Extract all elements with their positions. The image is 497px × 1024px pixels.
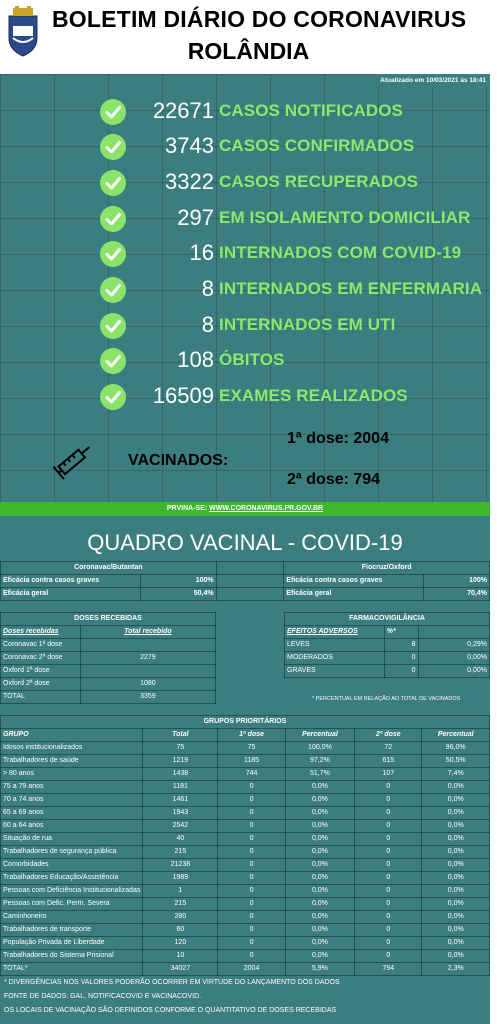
- group-cell: 96,0%: [422, 742, 490, 755]
- table-row: [1, 755, 490, 768]
- check-icon: [100, 134, 126, 160]
- group-cell: Trabalhadores de transporte: [1, 924, 143, 937]
- group-cell: 0,0%: [285, 872, 354, 885]
- table-row: [1, 794, 490, 807]
- group-cell: 70 a 74 anos: [1, 794, 143, 807]
- doses-total-col-header: Total recebido: [80, 626, 215, 639]
- adverse-effects-col: EFEITOS ADVERSOS: [285, 626, 385, 639]
- effect-percent: 0,00%: [418, 652, 490, 665]
- stat-value: 22671: [152, 98, 214, 123]
- table-row: [1, 859, 490, 872]
- dose-type: Oxford 2ª dose: [1, 678, 81, 691]
- dose-row: [1, 665, 216, 678]
- first-dose-count: 1ª dose: 2004: [287, 430, 389, 447]
- group-cell: População Privada de Liberdade: [1, 937, 143, 950]
- stat-row: [0, 130, 490, 166]
- dose-row: [1, 652, 216, 665]
- group-cell: 0,0%: [422, 937, 490, 950]
- stat-label: ÓBITOS: [219, 350, 285, 369]
- oxford-header: Fiocruz/Oxford: [284, 562, 490, 575]
- oxford-severe-label: Eficácia contra casos graves: [284, 575, 424, 588]
- group-cell: 0,0%: [285, 950, 354, 963]
- group-cell: 7,4%: [422, 768, 490, 781]
- locations-note: OS LOCAIS DE VACINAÇÃO SÃO DEFINIDOS CONFORME O QUANTITATIVO DE DOSES RECEBIDAS: [4, 1007, 337, 1014]
- group-cell: 0: [218, 781, 285, 794]
- adverse-effect-row: [285, 652, 490, 665]
- group-cell: 615: [355, 755, 422, 768]
- stat-label: EM ISOLAMENTO DOMICILIAR: [219, 208, 471, 227]
- group-cell: Caminhoneiro: [1, 911, 143, 924]
- stat-row: [0, 237, 490, 273]
- dose-row: [1, 639, 216, 652]
- effect-count: 0: [384, 665, 418, 678]
- pharmaco-header: FARMACOVIGILÂNCIA: [285, 613, 490, 626]
- group-cell: 0,0%: [422, 820, 490, 833]
- effect-count: 0: [384, 652, 418, 665]
- group-cell: 0,0%: [422, 950, 490, 963]
- dose-row: [1, 678, 216, 691]
- group-cell: 50,5%: [422, 755, 490, 768]
- doses-table: [0, 612, 216, 704]
- prvina-link[interactable]: WWW.CORONAVIRUS.PR.GOV.BR: [209, 505, 324, 512]
- stat-value: 108: [177, 347, 214, 372]
- group-cell: 0: [355, 950, 422, 963]
- stat-row: [0, 273, 490, 309]
- effect-type: LEVES: [285, 639, 385, 652]
- dose-total: 1080: [80, 678, 215, 691]
- dose-total: [80, 639, 215, 652]
- group-cell: 0,0%: [285, 898, 354, 911]
- coronavac-header: Coronavac/Butantan: [1, 562, 217, 575]
- stat-label: INTERNADOS EM UTI: [219, 315, 396, 334]
- stat-label: CASOS NOTIFICADOS: [219, 101, 403, 120]
- group-cell: 0: [218, 950, 285, 963]
- stat-label: INTERNADOS COM COVID-19: [219, 243, 462, 262]
- table-row: [1, 924, 490, 937]
- stat-label: INTERNADOS EM ENFERMARIA: [219, 279, 483, 298]
- group-cell: 0: [355, 833, 422, 846]
- stat-value: 8: [201, 312, 214, 337]
- table-row: [1, 781, 490, 794]
- group-cell: 97,2%: [285, 755, 354, 768]
- group-cell: 100,0%: [285, 742, 354, 755]
- stat-value: 297: [177, 205, 214, 230]
- group-cell: 0,0%: [285, 833, 354, 846]
- check-icon: [100, 313, 126, 339]
- stat-row: [0, 202, 490, 238]
- groups-column-row: [1, 729, 490, 742]
- group-cell: 51,7%: [285, 768, 354, 781]
- dose-row: [1, 691, 216, 704]
- group-cell: 1185: [218, 755, 285, 768]
- group-cell: 0: [355, 872, 422, 885]
- group-cell: 0,0%: [422, 833, 490, 846]
- group-cell: Pessoas com Deficiência Institucionalizadas: [1, 885, 143, 898]
- group-cell: Idosos institucionalizados: [1, 742, 143, 755]
- oxford-general-value: 70,4%: [424, 588, 490, 601]
- group-cell: 75 a 79 anos: [1, 781, 143, 794]
- percent-footnote: * PERCENTUAL EM RELAÇÃO AO TOTAL DE VACINADOS: [312, 696, 461, 702]
- group-cell: 72: [355, 742, 422, 755]
- updated-timestamp: Atualizado em 10/03/2021 às 18:41: [376, 74, 490, 87]
- group-cell: 1438: [143, 768, 218, 781]
- group-cell: 0: [218, 859, 285, 872]
- vaccine-section-title: QUADRO VACINAL - COVID-19: [87, 530, 403, 555]
- group-cell: 0,0%: [285, 885, 354, 898]
- dose-total: 2279: [80, 652, 215, 665]
- table-row: [1, 911, 490, 924]
- table-row: [1, 768, 490, 781]
- group-cell: 1: [143, 885, 218, 898]
- stat-value: 8: [201, 276, 214, 301]
- dose-total: [80, 665, 215, 678]
- group-cell: 40: [143, 833, 218, 846]
- effect-type: MODERADOS: [285, 652, 385, 665]
- group-cell: 0: [355, 885, 422, 898]
- coronavac-severe-label: Eficácia contra casos graves: [1, 575, 141, 588]
- group-cell: > 80 anos: [1, 768, 143, 781]
- priority-groups-table: [0, 715, 490, 976]
- group-cell: 0,0%: [285, 820, 354, 833]
- stat-row: [0, 309, 490, 345]
- check-icon: [100, 348, 126, 374]
- group-cell: 120: [143, 937, 218, 950]
- stat-value: 16509: [152, 383, 214, 408]
- dose-type: TOTAL: [1, 691, 81, 704]
- effect-type: GRAVES: [285, 665, 385, 678]
- adverse-effect-row: [285, 639, 490, 652]
- group-cell: 10: [143, 950, 218, 963]
- group-cell: 1943: [143, 807, 218, 820]
- source-note: FONTE DE DADOS: GAL, NOTIFICACOVID E VACINACOVID.: [4, 993, 202, 1000]
- group-cell: 1219: [143, 755, 218, 768]
- stat-label: CASOS RECUPERADOS: [219, 172, 419, 191]
- stat-row: [0, 380, 490, 416]
- group-cell: 0: [218, 807, 285, 820]
- group-cell: 0: [355, 911, 422, 924]
- stat-value: 3743: [165, 133, 214, 158]
- group-cell: 75: [143, 742, 218, 755]
- check-icon: [100, 241, 126, 267]
- group-cell: 0: [355, 937, 422, 950]
- table-row: [1, 846, 490, 859]
- table-row: [1, 742, 490, 755]
- second-dose-count: 2ª dose: 794: [287, 471, 381, 488]
- group-cell: 215: [143, 898, 218, 911]
- group-cell: 0: [218, 846, 285, 859]
- group-cell: 0: [218, 885, 285, 898]
- group-cell: 0,0%: [285, 807, 354, 820]
- stat-value: 3322: [165, 169, 214, 194]
- group-cell: 0,0%: [285, 781, 354, 794]
- group-cell: 215: [143, 846, 218, 859]
- group-cell: 0,0%: [422, 859, 490, 872]
- group-cell: 0: [218, 872, 285, 885]
- table-row: [1, 807, 490, 820]
- group-cell: 1461: [143, 794, 218, 807]
- group-cell: 0: [355, 846, 422, 859]
- group-cell: 5,9%: [285, 963, 354, 976]
- group-cell: Pessoas com Defic. Perm. Severa: [1, 898, 143, 911]
- group-cell: 0,0%: [422, 911, 490, 924]
- group-cell: 0,0%: [422, 794, 490, 807]
- city-name: ROLÂNDIA: [187, 38, 310, 64]
- groups-column-header: 2ª dose: [355, 729, 422, 742]
- group-cell: 0: [355, 781, 422, 794]
- check-icon: [100, 277, 126, 303]
- groups-column-header: 1ª dose: [218, 729, 285, 742]
- check-icon: [100, 99, 126, 125]
- group-cell: 1989: [143, 872, 218, 885]
- table-row: [1, 937, 490, 950]
- stat-row: [0, 95, 490, 131]
- dose-type: Coronavac 1ª dose: [1, 639, 81, 652]
- group-cell: 0,0%: [285, 924, 354, 937]
- group-cell: 0,0%: [422, 872, 490, 885]
- coronavac-general-label: Eficácia geral: [1, 588, 141, 601]
- table-row: [1, 833, 490, 846]
- groups-column-header: Total: [143, 729, 218, 742]
- group-cell: Trabalhadores de segurança pública: [1, 846, 143, 859]
- groups-header: GRUPOS PRIORITÁRIOS: [1, 716, 490, 729]
- stat-value: 16: [189, 240, 214, 265]
- table-row: [1, 820, 490, 833]
- group-cell: 0,0%: [422, 898, 490, 911]
- bulletin-title: BOLETIM DIÁRIO DO CORONAVIRUS: [52, 6, 467, 32]
- table-row: [1, 963, 490, 976]
- coronavac-severe-value: 100%: [140, 575, 216, 588]
- divergence-note: * DIVERGÊNCIAS NOS VALORES PODERÃO OCORRER EM VIRTUDE DO LANÇAMENTO DOS DADOS: [4, 979, 340, 986]
- group-cell: 65 a 69 anos: [1, 807, 143, 820]
- group-cell: Trabalhadores Educação/Assistência: [1, 872, 143, 885]
- prvina-banner: [0, 502, 490, 516]
- group-cell: 0,0%: [422, 807, 490, 820]
- group-cell: 0: [355, 794, 422, 807]
- coronavac-general-value: 50,4%: [140, 588, 216, 601]
- vaccinated-label: VACINADOS:: [128, 452, 229, 469]
- effect-count: 8: [384, 639, 418, 652]
- percent-col: %*: [384, 626, 418, 639]
- group-cell: TOTAL*: [1, 963, 143, 976]
- dose-type: Oxford 1ª dose: [1, 665, 81, 678]
- group-cell: Situação de rua: [1, 833, 143, 846]
- group-cell: 0,0%: [285, 846, 354, 859]
- group-cell: 2542: [143, 820, 218, 833]
- group-cell: 2,3%: [422, 963, 490, 976]
- group-cell: 34027: [143, 963, 218, 976]
- group-cell: 0: [218, 820, 285, 833]
- group-cell: 794: [355, 963, 422, 976]
- prvina-prefix: PRVINA-SE:: [166, 505, 210, 512]
- stat-row: [0, 166, 490, 202]
- group-cell: 0: [218, 937, 285, 950]
- dose-total: 3359: [80, 691, 215, 704]
- groups-column-header: GRUPO: [1, 729, 143, 742]
- check-icon: [100, 384, 126, 410]
- group-cell: 0: [355, 898, 422, 911]
- effect-percent: 0,29%: [418, 639, 490, 652]
- group-cell: 60 a 64 anos: [1, 820, 143, 833]
- table-row: [1, 950, 490, 963]
- groups-column-header: Percentual: [285, 729, 354, 742]
- group-cell: 0: [355, 807, 422, 820]
- table-row: [1, 872, 490, 885]
- group-cell: 744: [218, 768, 285, 781]
- group-cell: Comorbidades: [1, 859, 143, 872]
- group-cell: 75: [218, 742, 285, 755]
- group-cell: 2004: [218, 963, 285, 976]
- group-cell: 0: [218, 924, 285, 937]
- group-cell: 0: [355, 924, 422, 937]
- dose-type: Coronavac 2ª dose: [1, 652, 81, 665]
- vaccine-section: [0, 516, 490, 1024]
- group-cell: 0,0%: [422, 781, 490, 794]
- group-cell: 60: [143, 924, 218, 937]
- group-cell: 0,0%: [285, 937, 354, 950]
- stat-label: CASOS CONFIRMADOS: [219, 136, 415, 155]
- group-cell: 0,0%: [285, 911, 354, 924]
- group-cell: 21238: [143, 859, 218, 872]
- group-cell: 107: [355, 768, 422, 781]
- group-cell: Trabalhadores do Sistema Prisional: [1, 950, 143, 963]
- group-cell: 0: [355, 859, 422, 872]
- stat-row: [0, 344, 490, 380]
- group-cell: 1181: [143, 781, 218, 794]
- group-cell: 0,0%: [422, 846, 490, 859]
- stat-label: EXAMES REALIZADOS: [219, 386, 408, 405]
- group-cell: 0: [218, 898, 285, 911]
- adverse-effect-row: [285, 665, 490, 678]
- doses-header: DOSES RECEBIDAS: [1, 613, 216, 626]
- effect-percent: 0,00%: [418, 665, 490, 678]
- header: [0, 0, 497, 74]
- group-cell: 0: [355, 820, 422, 833]
- groups-column-header: Percentual: [422, 729, 490, 742]
- group-cell: 0,0%: [285, 794, 354, 807]
- group-cell: 0,0%: [285, 859, 354, 872]
- group-cell: 0,0%: [422, 885, 490, 898]
- group-cell: 280: [143, 911, 218, 924]
- pharmacovigilance-table: [284, 612, 490, 678]
- oxford-general-label: Eficácia geral: [284, 588, 424, 601]
- table-row: [1, 885, 490, 898]
- group-cell: 0: [218, 911, 285, 924]
- group-cell: 0: [218, 833, 285, 846]
- group-cell: Trabalhadores de saúde: [1, 755, 143, 768]
- check-icon: [100, 170, 126, 196]
- check-icon: [100, 206, 126, 232]
- table-row: [1, 898, 490, 911]
- group-cell: 0,0%: [422, 924, 490, 937]
- efficacy-table: [0, 561, 490, 601]
- oxford-severe-value: 100%: [424, 575, 490, 588]
- syringe-icon: [50, 436, 98, 484]
- group-cell: 0: [218, 794, 285, 807]
- doses-col-header: Doses recebidas: [1, 626, 81, 639]
